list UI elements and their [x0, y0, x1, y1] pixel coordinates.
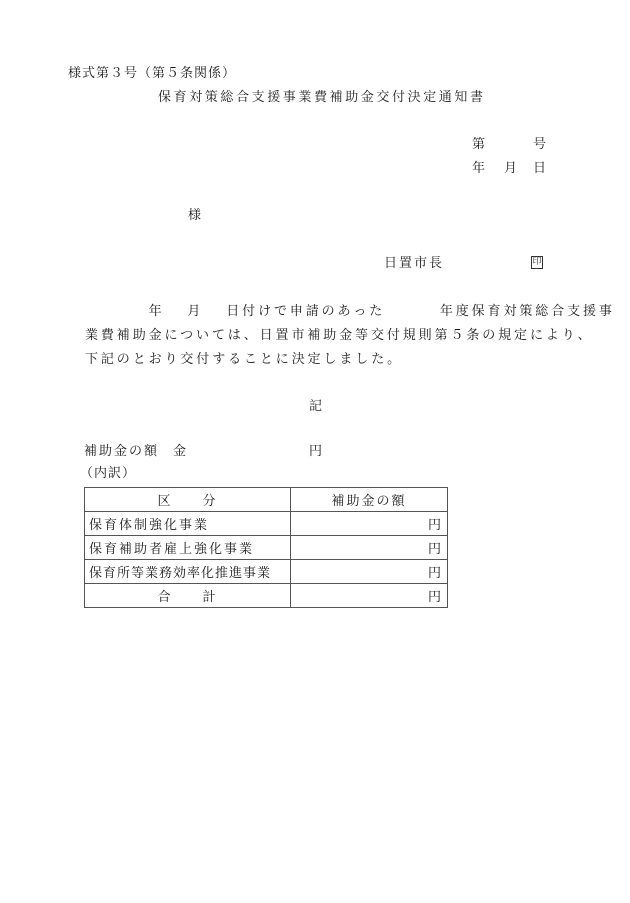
row-amount[interactable]: 円	[291, 536, 448, 560]
total-amount[interactable]: 円	[291, 584, 448, 608]
addressee-suffix: 様	[188, 208, 202, 223]
row-amount[interactable]: 円	[291, 560, 448, 584]
total-label: 合 計	[85, 584, 291, 608]
table-row	[85, 512, 448, 536]
header-amount: 補助金の額	[291, 488, 448, 512]
header-category: 区 分	[85, 488, 291, 512]
seal-icon: 印	[532, 257, 542, 267]
table-row	[85, 536, 448, 560]
ki-heading: 記	[309, 399, 323, 414]
table-row	[85, 560, 448, 584]
date-month: 月	[504, 161, 518, 176]
breakdown-label: （内訳）	[80, 466, 137, 481]
form-number: 様式第３号（第５条関係）	[68, 66, 237, 81]
body-line-3: 下記のとおり交付することに決定しました。	[85, 352, 404, 367]
document-number	[472, 137, 546, 153]
table-header-row	[85, 488, 448, 512]
sender-name: 日置市長	[384, 256, 445, 271]
document-date	[472, 161, 546, 177]
amount-yen-unit: 円	[309, 444, 323, 459]
doc-number-suffix: 号	[533, 137, 547, 152]
breakdown-table	[84, 487, 448, 608]
row-category: 保育体制強化事業	[85, 512, 291, 536]
row-category: 保育所等業務効率化推進事業	[85, 560, 291, 584]
body-paragraph	[85, 300, 615, 372]
doc-number-prefix: 第	[472, 137, 486, 152]
date-day: 日	[533, 161, 547, 176]
document-title: 保育対策総合支援事業費補助金交付決定通知書	[158, 90, 486, 105]
date-year: 年	[472, 161, 486, 176]
amount-kin: 金	[173, 444, 187, 459]
amount-label: 補助金の額	[84, 444, 160, 459]
body-line-2: 業費補助金については、日置市補助金等交付規則第５条の規定により、	[85, 328, 594, 343]
table-total-row	[85, 584, 448, 608]
row-category: 保育補助者雇上強化事業	[85, 536, 291, 560]
body-line-1: 年 月 日付けで申請のあった 年度保育対策総合支援事	[85, 304, 615, 319]
row-amount[interactable]: 円	[291, 512, 448, 536]
